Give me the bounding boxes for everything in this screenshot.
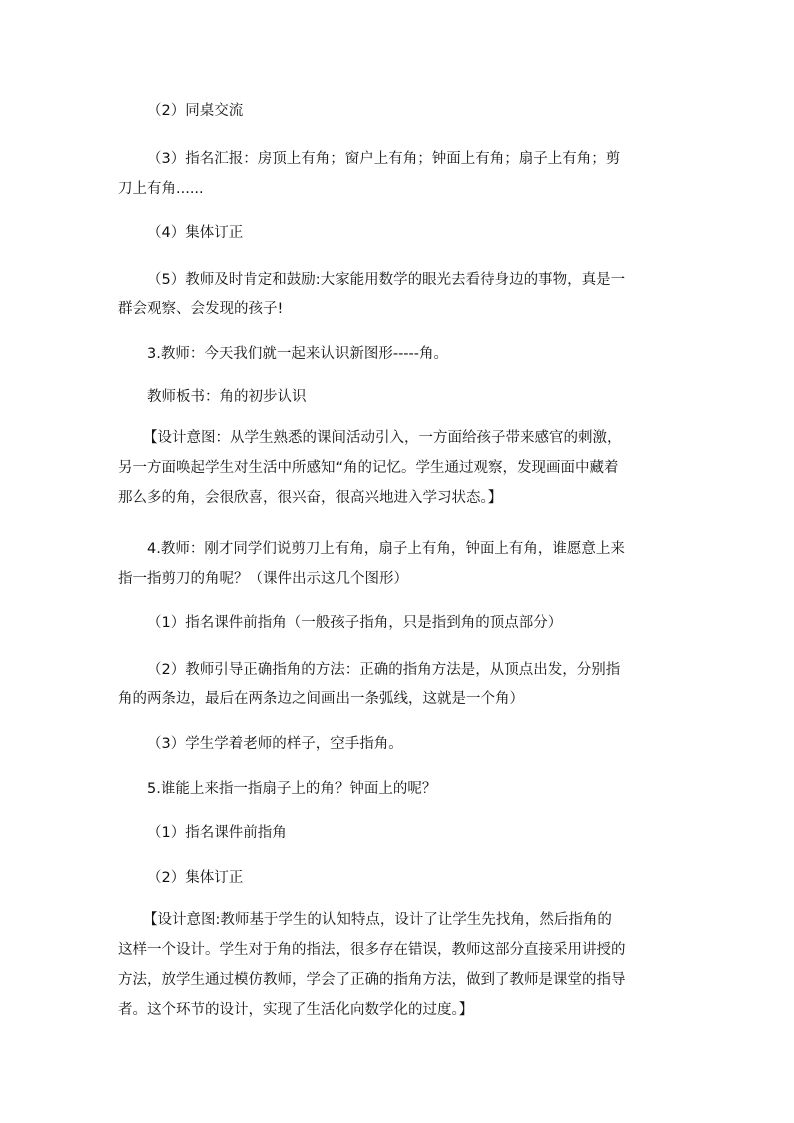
paragraph-line: （5）教师及时肯定和鼓励:大家能用数学的眼光去看待身边的事物，真是一: [147, 272, 626, 288]
paragraph-line: 刀上有角......: [118, 181, 204, 197]
design-intent-line: 这样一个设计。学生对于角的指法，很多存在错误，教师这部分直接采用讲授的: [118, 942, 626, 958]
paragraph-line: （4）集体订正: [147, 225, 244, 241]
design-intent-line: 另一方面唤起学生对生活中所感知“角的记忆。学生通过观察，发现画面中藏着: [118, 460, 619, 476]
paragraph-line: 群会观察、会发现的孩子!: [118, 301, 284, 317]
paragraph-line: （2）教师引导正确指角的方法：正确的指角方法是，从顶点出发，分别指: [147, 662, 621, 678]
paragraph-line: 教师板书：角的初步认识: [147, 389, 307, 405]
design-intent-line: 【设计意图：从学生熟悉的课间活动引入，一方面给孩子带来感官的刺激，: [143, 430, 622, 446]
design-intent-line: 【设计意图:教师基于学生的认知特点，设计了让学生先找角，然后指角的: [143, 912, 612, 928]
paragraph-line: （1）指名课件前指角（一般孩子指角，只是指到角的顶点部分）: [147, 615, 563, 631]
paragraph-line: （3）学生学着老师的样子，空手指角。: [147, 736, 403, 752]
design-intent-line: 方法，放学生通过模仿教师，学会了正确的指角方法，做到了教师是课堂的指导: [118, 972, 626, 988]
paragraph-line: 3.教师：今天我们就一起来认识新图形-----角。: [147, 346, 448, 362]
paragraph-line: （2）集体订正: [147, 870, 244, 886]
paragraph-line: 角的两条边，最后在两条边之间画出一条弧线，这就是一个角）: [118, 691, 524, 707]
paragraph-line: （2）同桌交流: [147, 103, 244, 119]
paragraph-line: （1）指名课件前指角: [147, 825, 287, 841]
paragraph-line: （3）指名汇报：房顶上有角；窗户上有角；钟面上有角；扇子上有角；剪: [147, 151, 621, 167]
design-intent-line: 者。这个环节的设计，实现了生活化向数学化的过度。】: [118, 1002, 474, 1018]
design-intent-line: 那么多的角，会很欣喜，很兴奋，很高兴地进入学习状态。】: [118, 490, 503, 506]
paragraph-line: 指一指剪刀的角呢？（课件出示这几个图形）: [118, 571, 408, 587]
paragraph-line: 5.谁能上来指一指扇子上的角？钟面上的呢？: [147, 781, 437, 797]
paragraph-line: 4.教师：刚才同学们说剪刀上有角，扇子上有角，钟面上有角，谁愿意上来: [147, 541, 625, 557]
